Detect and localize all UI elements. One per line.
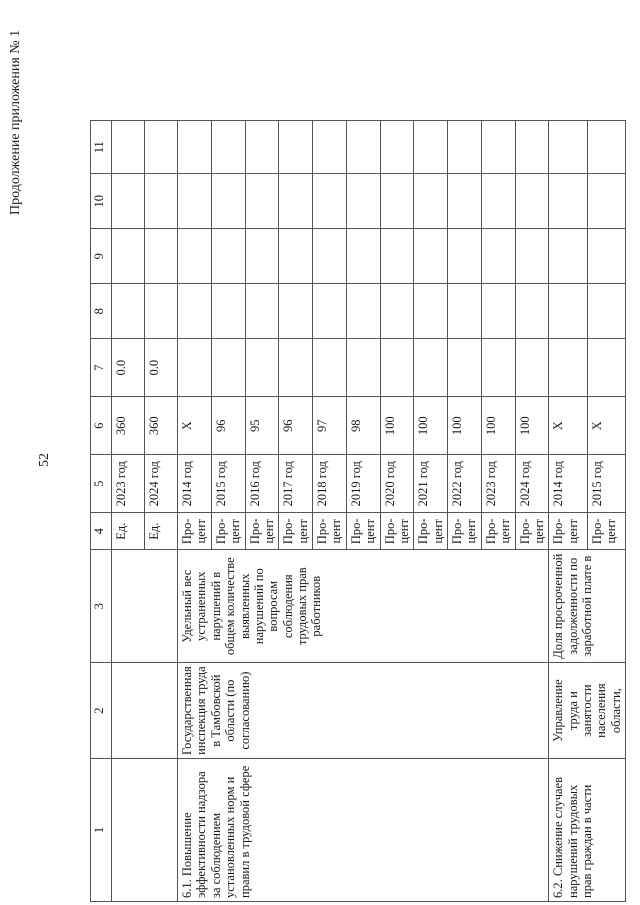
table-row	[549, 121, 587, 902]
col-header-10: 10	[91, 174, 112, 229]
executor-6-2: Управление труда и занятости населения области,	[549, 663, 626, 759]
col-header-5: 5	[91, 455, 112, 513]
col-header-3: 3	[91, 550, 112, 663]
value-cell: 360	[145, 397, 178, 455]
value-cell: 100	[380, 397, 414, 455]
measure-6-2: 6.2. Снижение случаев нарушений трудовых прав граждан в части	[549, 759, 626, 902]
unit-cell: Про-цент	[414, 513, 448, 550]
col-header-9: 9	[91, 229, 112, 284]
executor-6-1: Государственная инспекция труда в Тамбовской области (по согласованию)	[178, 663, 549, 759]
header-row	[91, 121, 112, 902]
value-cell: 0.0	[145, 339, 178, 397]
unit-cell: Про-цент	[245, 513, 279, 550]
value-cell: 98	[346, 397, 380, 455]
year-cell: 2021 год	[414, 455, 448, 513]
year-cell: 2014 год	[178, 455, 212, 513]
value-cell: 360	[112, 397, 145, 455]
col-header-8: 8	[91, 284, 112, 339]
indicator-6-1: Удельный вес устраненных нарушений в общем количестве выявленных нарушений по вопросам соблюдения трудовых прав работников	[178, 550, 549, 663]
year-cell: 2020 год	[380, 455, 414, 513]
measure-cell	[112, 759, 178, 902]
unit-cell: Про-цент	[279, 513, 313, 550]
year-cell: 2018 год	[313, 455, 347, 513]
unit-cell: Ед.	[145, 513, 178, 550]
col-header-1: 1	[91, 759, 112, 902]
unit-cell: Про-цент	[515, 513, 549, 550]
col-header-6: 6	[91, 397, 112, 455]
year-cell: 2017 год	[279, 455, 313, 513]
col-header-7: 7	[91, 339, 112, 397]
measure-6-1: 6.1. Повышение эффективности надзора за соблюдением установленных норм и правил в трудовой сфере	[178, 759, 549, 902]
value-cell: 96	[279, 397, 313, 455]
appendix-continuation-label: Продолжение приложения № 1	[8, 29, 23, 215]
year-cell: 2015 год	[587, 455, 625, 513]
col-header-4: 4	[91, 513, 112, 550]
value-cell: Х	[549, 397, 587, 455]
col-header-2: 2	[91, 663, 112, 759]
year-cell: 2024 год	[145, 455, 178, 513]
year-cell: 2014 год	[549, 455, 587, 513]
col-header-11: 11	[91, 121, 112, 174]
indicators-table	[90, 120, 626, 902]
unit-cell: Про-цент	[313, 513, 347, 550]
unit-cell: Про-цент	[448, 513, 482, 550]
table-row	[178, 121, 212, 902]
year-cell: 2024 год	[515, 455, 549, 513]
unit-cell: Про-цент	[587, 513, 625, 550]
year-cell: 2016 год	[245, 455, 279, 513]
unit-cell: Про-цент	[178, 513, 212, 550]
unit-cell: Ед.	[112, 513, 145, 550]
indicator-6-2: Доля просроченной задолженности по заработной плате в	[549, 550, 626, 663]
page-number: 52	[37, 453, 52, 467]
value-cell: Х	[587, 397, 625, 455]
value-cell: 97	[313, 397, 347, 455]
unit-cell: Про-цент	[549, 513, 587, 550]
value-cell: 100	[481, 397, 515, 455]
value-cell: 95	[245, 397, 279, 455]
value-cell: 0.0	[112, 339, 145, 397]
year-cell: 2015 год	[211, 455, 245, 513]
value-cell: 100	[515, 397, 549, 455]
unit-cell: Про-цент	[380, 513, 414, 550]
indicator-cell	[112, 550, 178, 663]
year-cell: 2019 год	[346, 455, 380, 513]
executor-cell	[112, 663, 178, 759]
unit-cell: Про-цент	[346, 513, 380, 550]
year-cell: 2023 год	[112, 455, 145, 513]
table-row	[112, 121, 145, 902]
value-cell: 100	[414, 397, 448, 455]
value-cell: 96	[211, 397, 245, 455]
year-cell: 2023 год	[481, 455, 515, 513]
value-cell: 100	[448, 397, 482, 455]
value-cell: Х	[178, 397, 212, 455]
unit-cell: Про-цент	[481, 513, 515, 550]
unit-cell: Про-цент	[211, 513, 245, 550]
year-cell: 2022 год	[448, 455, 482, 513]
